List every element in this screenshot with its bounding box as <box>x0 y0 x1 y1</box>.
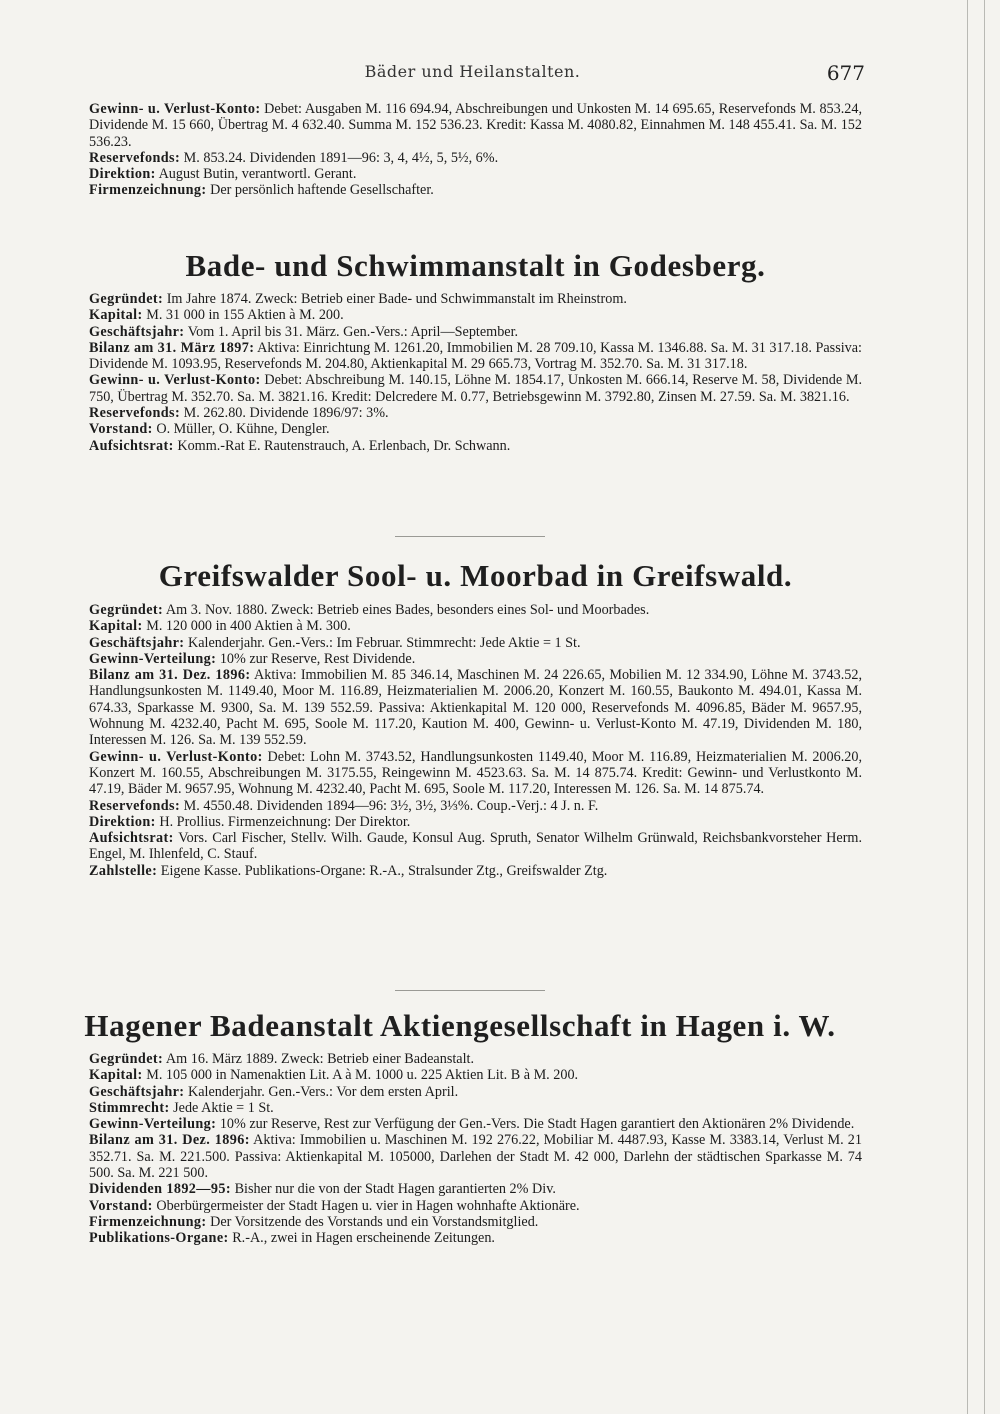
section-heading-hagen: Hagener Badeanstalt Aktiengesellschaft in Hagen i. W. <box>84 1008 836 1043</box>
entry-line: Reservefonds: M. 4550.48. Dividenden 1894—96: 3½, 3½, 3⅓%. Coup.-Verj.: 4 J. n. F. <box>89 797 599 814</box>
entry-line: Gewinn-Verteilung: 10% zur Reserve, Rest Dividende. <box>89 650 416 667</box>
entry-line: Zahlstelle: Eigene Kasse. Publikations-Organe: R.-A., Stralsunder Ztg., Greifswalder Ztg. <box>89 862 608 879</box>
entry-hagen <box>89 1051 862 1247</box>
entry-greifswald <box>89 602 862 879</box>
entry-line: Geschäftsjahr: Kalenderjahr. Gen.-Vers.: Im Februar. Stimmrecht: Jede Aktie = 1 St. <box>89 634 581 651</box>
entry-line: Gewinn- u. Verlust-Konto: Debet: Lohn M. 3743.52, Handlungsunkosten 1149.40, Moor M. 116.89, Heizmaterialien M. 2006.20, Konzert M. 160.55, Abschreibungen M. 3175.55, Reingewinn M. 4523.63. Sa. M. 14 875.74. Kredit: Gewinn- und Verlustkonto M. 47.19, Bäder M. 9657.95, Wohnung M. 4232.40, Pacht M. 695, Soole M. 117.20, Interessen M. 126. Sa. M. 14 875.74. <box>89 748 862 798</box>
running-head <box>80 62 865 86</box>
page-edge-line <box>984 0 985 1414</box>
entry-line: Bilanz am 31. Dez. 1896: Aktiva: Immobilien u. Maschinen M. 192 276.22, Mobiliar M. 4487.93, Kasse M. 3383.14, Verlust M. 21 352.71. Sa. M. 221.500. Passiva: Aktienkapital M. 105000, Darlehen der Stadt M. 42 000, Darlehn der städtischen Sparkasse M. 74 500. Sa. M. 221 500. <box>89 1132 862 1182</box>
section-divider <box>395 990 545 991</box>
running-title: Bäder und Heilanstalten. <box>364 62 581 81</box>
entry-line: Gegründet: Am 3. Nov. 1880. Zweck: Betrieb eines Bades, besonders eines Sol- und Moorbades. <box>89 602 650 618</box>
entry-line: Stimmrecht: Jede Aktie = 1 St. <box>89 1099 274 1116</box>
entry-line: Gewinn- u. Verlust-Konto: Debet: Abschreibung M. 140.15, Löhne M. 1854.17, Unkosten M. 666.14, Reserve M. 58, Dividende M. 750, Übertrag M. 352.70. Sa. M. 3821.16. Kredit: Delcredere M. 0.77, Betriebsgewinn M. 3792.80, Zinsen M. 27.59. Sa. M. 3821.16. <box>89 372 863 405</box>
entry-line: Firmenzeichnung: Der persönlich haftende Gesellschafter. <box>89 182 434 199</box>
entry-line: Kapital: M. 120 000 in 400 Aktien à M. 300. <box>89 618 351 635</box>
entry-line: Bilanz am 31. März 1897: Aktiva: Einrichtung M. 1261.20, Immobilien M. 28 709.10, Kassa M. 1346.88. Sa. M. 31 317.18. Passiva: Dividende M. 1093.95, Reservefonds M. 204.80, Aktienkapital M. 29 665.73, Vortrag M. 352.70. Sa. M. 31 317.18. <box>89 339 863 373</box>
entry-line: Direktion: August Butin, verantwortl. Gerant. <box>89 166 357 183</box>
entry-line: Geschäftsjahr: Kalenderjahr. Gen.-Vers.: Vor dem ersten April. <box>89 1083 459 1100</box>
entry-line: Publikations-Organe: R.-A., zwei in Hagen erscheinende Zeitungen. <box>89 1230 495 1247</box>
entry-line: Gegründet: Am 16. März 1889. Zweck: Betrieb einer Badeanstalt. <box>89 1051 475 1067</box>
entry-line: Vorstand: O. Müller, O. Kühne, Dengler. <box>89 421 330 438</box>
entry-line: Geschäftsjahr: Vom 1. April bis 31. März. Gen.-Vers.: April—September. <box>89 323 519 340</box>
entry-line: Dividenden 1892—95: Bisher nur die von der Stadt Hagen garantierten 2% Div. <box>89 1181 556 1198</box>
entry-line: Reservefonds: M. 853.24. Dividenden 1891—96: 3, 4, 4½, 5, 5½, 6%. <box>89 149 499 166</box>
entry-line: Gegründet: Im Jahre 1874. Zweck: Betrieb einer Bade- und Schwimmanstalt im Rheinstrom. <box>89 291 627 307</box>
section-heading-greifswald: Greifswalder Sool- u. Moorbad in Greifswald. <box>158 558 793 593</box>
entry-line: Kapital: M. 31 000 in 155 Aktien à M. 200. <box>89 307 344 324</box>
entry-line: Aufsichtsrat: Komm.-Rat E. Rautenstrauch, A. Erlenbach, Dr. Schwann. <box>89 437 511 454</box>
section-divider <box>395 536 545 537</box>
entry-line: Vorstand: Oberbürgermeister der Stadt Hagen u. vier in Hagen wohnhafte Aktionäre. <box>89 1197 580 1214</box>
entry-line: Reservefonds: M. 262.80. Dividende 1896/97: 3%. <box>89 405 389 422</box>
entry-godesberg <box>89 291 862 454</box>
entry-line: Firmenzeichnung: Der Vorsitzende des Vorstands und ein Vorstandsmitglied. <box>89 1213 539 1230</box>
page-edge-line <box>967 0 968 1414</box>
entry-line: Bilanz am 31. Dez. 1896: Aktiva: Immobilien M. 85 346.14, Maschinen M. 24 226.65, Mobilien M. 12 334.90, Löhne M. 3743.52, Handlungsunkosten M. 1149.40, Moor M. 116.89, Heizmaterialien M. 2006.20, Konzert M. 160.55, Baukonto M. 494.01, Kassa M. 674.33, Sparkasse M. 9300, Sa. M. 139 552.59. Passiva: Aktienkapital M. 120 000, Reservefonds M. 4096.85, Bäder M. 9657.95, Wohnung M. 4232.40, Pacht M. 695, Soole M. 117.20, Kaution M. 400, Gewinn- u. Verlust-Konto M. 47.19, Dividenden M. 180, Interessen M. 126. Sa. M. 139 552.59. <box>89 667 862 749</box>
entry-continuation <box>89 101 862 199</box>
entry-line: Gewinn-Verteilung: 10% zur Reserve, Rest zur Verfügung der Gen.-Vers. Die Stadt Hagen garantiert den Aktionären 2% Dividende. <box>89 1116 855 1133</box>
section-heading-godesberg: Bade- und Schwimmanstalt in Godesberg. <box>185 248 766 283</box>
entry-line: Gewinn- u. Verlust-Konto: Debet: Ausgaben M. 116 694.94, Abschreibungen und Unkosten M. 14 695.65, Reservefonds M. 853.24, Dividende M. 15 660, Übertrag M. 4 632.40. Summa M. 152 536.23. Kredit: Kassa M. 4080.82, Einnahmen M. 148 455.41. Sa. M. 152 536.23. <box>89 101 863 150</box>
entry-line: Direktion: H. Prollius. Firmenzeichnung: Der Direktor. <box>89 813 411 830</box>
entry-line: Kapital: M. 105 000 in Namenaktien Lit. A à M. 1000 u. 225 Aktien Lit. B à M. 200. <box>89 1067 579 1084</box>
entry-line: Aufsichtsrat: Vors. Carl Fischer, Stellv. Wilh. Gaude, Konsul Aug. Spruth, Senator Wilhelm Grünwald, Reichsbankvorsteher Herm. Engel, M. Ihlenfeld, C. Stauf. <box>89 830 862 863</box>
page-number: 677 <box>826 61 865 85</box>
